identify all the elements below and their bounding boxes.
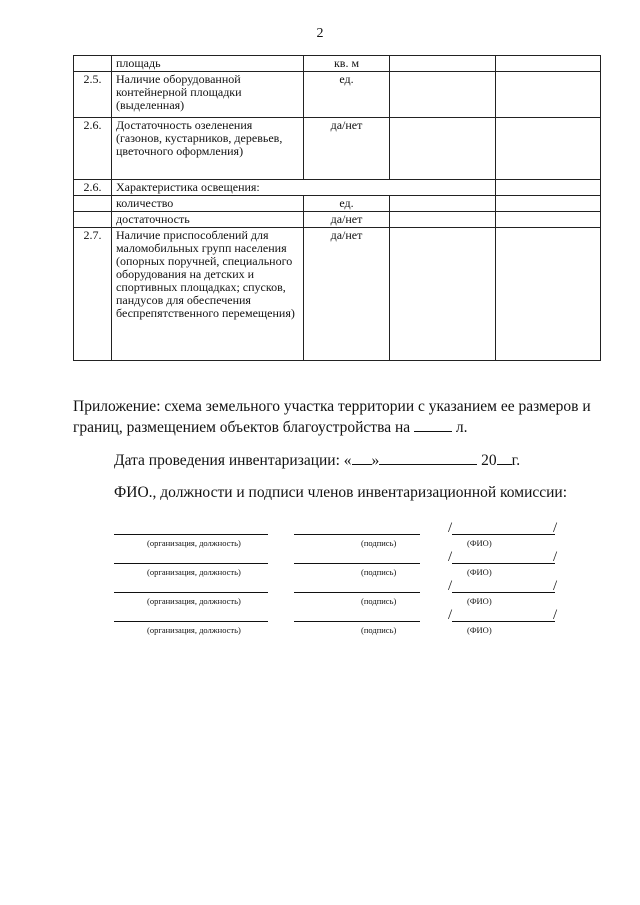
row-number	[74, 196, 112, 212]
table-row	[74, 228, 601, 361]
date-label: Дата проведения инвентаризации: «	[114, 452, 352, 469]
sheet-count-blank	[414, 417, 452, 432]
table-row	[74, 118, 601, 180]
inventory-table	[73, 55, 601, 361]
row-number: 2.6.	[74, 118, 112, 180]
signature-row	[0, 578, 640, 616]
row-unit: да/нет	[304, 118, 390, 180]
slash-right: /	[553, 607, 558, 623]
sign-line	[294, 592, 420, 593]
row-number	[74, 212, 112, 228]
fio-line	[452, 592, 555, 593]
page-number: 2	[316, 26, 324, 41]
value-cell	[390, 228, 496, 361]
row-name: Достаточность озеленения (газонов, кустарников, деревьев, цветочного оформления)	[112, 118, 304, 180]
appendix-note	[73, 397, 608, 438]
note-cell	[496, 180, 601, 196]
note-cell	[496, 72, 601, 118]
org-line	[114, 592, 268, 593]
sign-caption: (подпись)	[361, 596, 397, 606]
fio-line	[452, 534, 555, 535]
row-name: достаточность	[112, 212, 304, 228]
sign-line	[294, 621, 420, 622]
note-cell	[496, 228, 601, 361]
signature-row	[0, 520, 640, 558]
table-row	[74, 56, 601, 72]
row-name: количество	[112, 196, 304, 212]
note-cell	[496, 118, 601, 180]
date-close-quote: »	[371, 452, 380, 469]
table-row	[74, 180, 601, 196]
year-suffix: г.	[511, 452, 521, 469]
org-line	[114, 563, 268, 564]
signature-row	[0, 607, 640, 645]
table-row	[74, 196, 601, 212]
note-cell	[496, 56, 601, 72]
note-cell	[496, 212, 601, 228]
value-cell	[390, 196, 496, 212]
value-cell	[390, 56, 496, 72]
row-name: площадь	[112, 56, 304, 72]
row-name: Характеристика освещения:	[112, 180, 496, 196]
row-unit: ед.	[304, 196, 390, 212]
fio-caption: (ФИО)	[467, 567, 492, 577]
year-blank	[497, 450, 512, 465]
slash-right: /	[553, 520, 558, 536]
slash-left: /	[448, 520, 453, 536]
appendix-text: Приложение: схема земельного участка территории с указанием ее размеров и границ, размещением объектов благоустройства на	[73, 398, 591, 436]
row-number: 2.7.	[74, 228, 112, 361]
row-unit: да/нет	[304, 212, 390, 228]
month-blank	[379, 450, 477, 465]
slash-right: /	[553, 578, 558, 594]
appendix-suffix: л.	[455, 419, 468, 436]
org-line	[114, 621, 268, 622]
row-name: Наличие оборудованной контейнерной площадки (выделенная)	[112, 72, 304, 118]
org-caption: (организация, должность)	[147, 596, 241, 606]
slash-right: /	[553, 549, 558, 565]
fio-caption: (ФИО)	[467, 596, 492, 606]
inventory-date-line	[114, 450, 520, 470]
sign-caption: (подпись)	[361, 538, 397, 548]
sign-line	[294, 534, 420, 535]
slash-left: /	[448, 578, 453, 594]
fio-caption: (ФИО)	[467, 538, 492, 548]
org-line	[114, 534, 268, 535]
commission-heading: ФИО., должности и подписи членов инвентаризационной комиссии:	[114, 484, 568, 501]
org-caption: (организация, должность)	[147, 538, 241, 548]
row-unit: кв. м	[304, 56, 390, 72]
day-blank	[352, 450, 372, 465]
row-number: 2.6.	[74, 180, 112, 196]
slash-left: /	[448, 607, 453, 623]
year-prefix: 20	[481, 452, 497, 469]
sign-line	[294, 563, 420, 564]
row-number: 2.5.	[74, 72, 112, 118]
slash-left: /	[448, 549, 453, 565]
sign-caption: (подпись)	[361, 567, 397, 577]
table-row	[74, 72, 601, 118]
value-cell	[390, 72, 496, 118]
table-row	[74, 212, 601, 228]
value-cell	[390, 118, 496, 180]
value-cell	[390, 212, 496, 228]
row-unit: ед.	[304, 72, 390, 118]
sign-caption: (подпись)	[361, 625, 397, 635]
signature-row	[0, 549, 640, 587]
row-number	[74, 56, 112, 72]
fio-line	[452, 563, 555, 564]
org-caption: (организация, должность)	[147, 567, 241, 577]
row-name: Наличие приспособлений для маломобильных групп населения (опорных поручней, специального оборудования на детских и спортивных площадках; спусков, пандусов для обеспечения беспрепятственного перемещения)	[112, 228, 304, 361]
row-unit: да/нет	[304, 228, 390, 361]
fio-caption: (ФИО)	[467, 625, 492, 635]
fio-line	[452, 621, 555, 622]
note-cell	[496, 196, 601, 212]
org-caption: (организация, должность)	[147, 625, 241, 635]
